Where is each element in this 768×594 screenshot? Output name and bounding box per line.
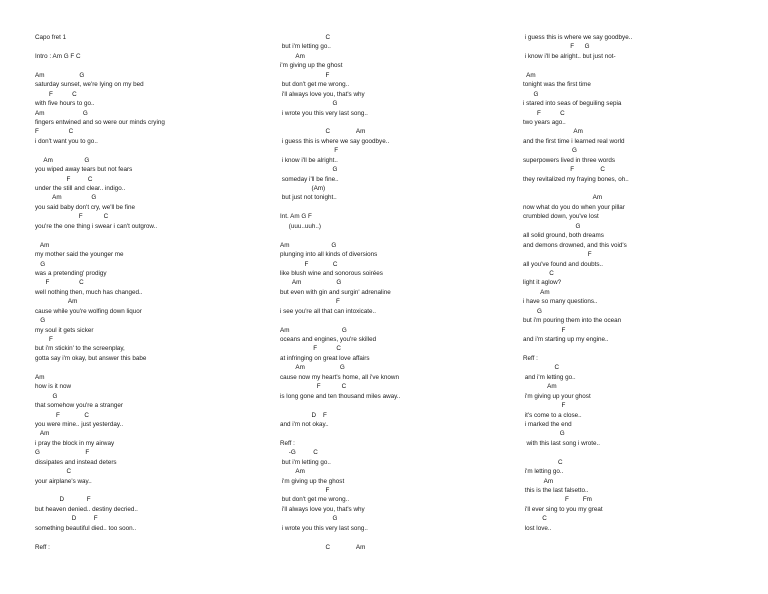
chord-line: F [523,326,566,334]
blank-line [280,533,520,542]
chord-line: G F [35,449,90,457]
lyric-line: under the still and clear.. indigo.. [35,185,126,192]
chord-line: Am G [280,279,342,287]
chord-line: F C [35,213,109,221]
chord-line: C [523,458,563,466]
lyric-line: but don't get me wrong.. [280,81,350,89]
chord-line: Am [523,71,536,79]
chord-line: G [523,147,577,155]
lyric-line: and i'm starting up my engine.. [523,336,609,343]
lyric-line: but i'm stickin' to the screenplay, [35,345,125,353]
lyric-line: Int. Am G F [280,213,312,221]
chord-line: G [523,222,581,230]
chord-line: Am G [35,156,90,164]
chord-line: F C [280,260,338,268]
chord-line: F C [280,383,347,391]
chord-line: D F [280,411,327,419]
chord-line: F [35,336,53,343]
lyric-line: i'm giving up the ghost [280,477,345,485]
chord-line: F [280,147,339,155]
lyric-line: someday i'll be fine.. [280,175,339,183]
lyric-line: well nothing then, much has changed.. [35,288,143,296]
lyric-line: Reff : [35,543,50,551]
blank-line [280,203,520,212]
blank-line [523,61,763,70]
lyric-line: something beautiful died.. too soon.. [35,524,137,532]
lyric-line: i'll ever sing to you my great [523,505,603,513]
lyric-line: you were mine.. just yesterday.. [35,420,124,428]
chord-line: F [280,298,340,306]
lyric-line: that somehow you're a stranger [35,402,124,410]
blank-line [280,118,520,127]
blank-line [280,429,520,438]
chord-line: F C [523,166,605,174]
lyric-line: but don't get me wrong.. [280,496,350,504]
blank-line [523,448,763,457]
blank-line [280,401,520,410]
chord-line: F C [35,128,74,136]
lyric-line: lost love.. [523,524,552,532]
blank-line [35,231,275,240]
chord-line: D F [35,496,91,504]
chord-line: C [523,269,554,277]
chord-line: Am [280,468,305,476]
lyric-line: all solid ground, both dreams [523,232,604,240]
chord-line: F [523,402,566,410]
chord-line: F [523,251,592,259]
chord-line: C Am [280,543,366,551]
lyric-line: but heaven denied.. destiny decried.. [35,505,138,513]
lyric-line: you wiped away tears but not fears [35,166,133,174]
lyric-line: how is it now [35,383,72,391]
lyric-line: tonight was the first time [523,81,591,89]
lyric-line: my mother said the younger me [35,251,124,259]
lyric-line: and i'm letting go.. [523,373,576,381]
lyric-line: dissipates and instead deters [35,458,117,466]
blank-line [35,363,275,372]
blank-line [35,146,275,155]
lyric-line: Reff : [523,354,538,362]
chord-line: F C [35,411,89,419]
lyric-line: i pray the block in my airway [35,439,115,447]
chord-line: F C [35,90,77,98]
lyric-line: plunging into all kinds of diversions [280,251,378,259]
chord-line: Am [523,194,603,202]
lyric-line: Reff : [280,439,295,447]
chord-line: F C [523,109,565,117]
lyric-line: gotta say i'm okay, but answer this babe [35,354,147,362]
blank-line [35,42,275,51]
lyric-line: i know i'll be alright.. [280,156,338,164]
lyric-line: oceans and engines, you're skilled [280,336,377,343]
chord-line: Am [523,383,557,391]
chord-line: F G [523,43,590,51]
lyric-line: cause now my heart's home, all i've known [280,373,399,381]
chord-line: C [523,515,547,523]
chord-line: C [523,364,560,372]
lyrics-column-1 [35,33,275,552]
lyric-line: but i'm letting go.. [280,458,331,466]
chord-line: F Fm [523,496,592,504]
lyric-line: now what do you do when your pillar [523,203,625,211]
chord-line: F [280,487,330,494]
lyric-line: at infringing on great love affairs [280,354,370,362]
chord-line: Am G [35,194,97,202]
chord-line: Am [280,52,305,60]
chord-line: Am [35,241,50,249]
lyric-line: i guess this is where we say goodbye.. [523,34,633,41]
lyric-line: Capo fret 1 [35,34,67,41]
lyric-line: i'm giving up your ghost [523,392,591,400]
lyric-line: but i'm letting go.. [280,43,331,51]
lyric-line: you said baby don't cry, we'll be fine [35,203,135,211]
chord-line: Am [523,288,550,296]
chord-line: G [35,392,58,400]
lyric-line: was a pretending' prodigy [35,269,107,277]
chord-line: -G C [280,449,318,457]
blank-line [280,231,520,240]
chord-line: Am G [280,241,337,249]
lyric-line: like blush wine and sonorous soirées [280,269,383,277]
chord-line: Am G [280,364,345,372]
lyric-line: cause while you're wolfing down liquor [35,307,142,315]
chord-line: Am [523,128,583,136]
blank-line [35,486,275,495]
lyric-line: light it aglow? [523,279,562,287]
lyric-line: saturday sunset, we're lying on my bed [35,81,144,89]
lyric-line: is long gone and ten thousand miles away.. [280,392,401,400]
chord-line: C Am [280,128,366,136]
lyric-line: i'll always love you, that's why [280,505,365,513]
chord-line: G [280,515,338,523]
blank-line [280,316,520,325]
lyric-line: your airplane's way.. [35,477,92,485]
chord-line: F C [35,279,84,287]
lyric-line: crumbled down, you've lost [523,213,599,221]
lyric-line: and the first time i learned real world [523,137,625,145]
chord-line: C [280,34,331,41]
lyric-line: you're the one thing i swear i can't outgrow.. [35,222,158,230]
lyric-line: i wrote you this very last song.. [280,109,368,117]
chord-line: F C [35,175,93,183]
chord-line: G [523,430,565,438]
lyric-line: i'm giving up the ghost [280,62,343,70]
lyric-line: i wrote you this very last song.. [280,524,368,532]
lyric-line: it's come to a close.. [523,411,582,419]
lyric-line: but even with gin and surgin' adrenaline [280,288,391,296]
lyric-line: this is the last falsetto.. [523,487,589,494]
chord-line: C [35,468,72,476]
lyric-line: i don't want you to go.. [35,137,98,145]
lyric-line: and i'm not okay.. [280,420,329,428]
chord-line: F C [280,345,341,353]
chord-line: Am [35,298,78,306]
lyric-line: Intro : Am G F C [35,52,81,60]
lyrics-column-2 [280,33,520,552]
chord-line: Am G [35,109,88,117]
chord-line: D F [35,515,98,523]
lyric-line: i guess this is where we say goodbye.. [280,137,390,145]
chord-line: G [280,166,338,174]
chord-line: Am G [280,326,347,334]
lyric-line: my soul it gets sicker [35,326,94,334]
chord-line: Am G [35,71,85,79]
lyric-line: (uuu..uuh..) [280,222,321,230]
lyric-line: i'm letting go.. [523,468,564,476]
lyrics-column-3 [523,33,763,533]
chord-line: G [280,100,338,108]
lyric-line: superpowers lived in three words [523,156,616,164]
blank-line [35,61,275,70]
lyric-line: with five hours to go.. [35,100,95,108]
lyric-line: i marked the end [523,420,572,428]
lyric-line: they revitalized my fraying bones, oh.. [523,175,629,183]
chord-line: Am [523,477,554,485]
lyric-line: i know i'll be alright.. but just not- [523,52,616,60]
lyric-line: two years ago.. [523,118,566,126]
blank-line [523,184,763,193]
lyric-line: fingers entwined and so were our minds crying [35,118,165,126]
chord-line: G [35,260,46,268]
chord-line: G [523,90,539,98]
lyric-line: i'll always love you, that's why [280,90,365,98]
lyric-line: with this last song i wrote.. [523,439,600,447]
blank-line [35,533,275,542]
lyric-line: but just not tonight.. [280,194,337,202]
chord-line: G [523,307,542,315]
blank-line [523,344,763,353]
chord-line: G [35,317,46,325]
lyric-line: all you've found and doubts.. [523,260,603,268]
lyric-line: i have so many questions.. [523,298,598,306]
chord-line: F [280,71,330,79]
chord-line: Am [35,430,50,438]
lyric-line: i see you're all that can intoxicate.. [280,307,377,315]
chord-line: (Am) [280,185,326,192]
lyric-line: and demons drowned, and this void's [523,241,627,249]
chord-line: Am [35,373,45,381]
lyric-line: i stared into seas of beguiling sepia [523,100,622,108]
lyric-line: but i'm pouring them into the ocean [523,317,622,325]
